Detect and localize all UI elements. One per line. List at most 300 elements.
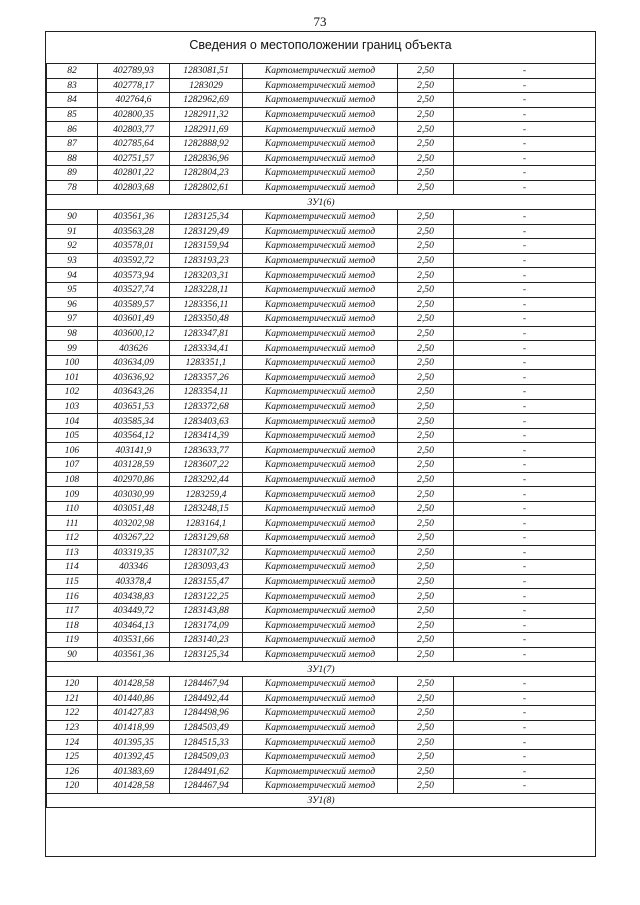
table-row [47,122,596,137]
table-row [47,136,596,151]
y-coordinate-cell: 1283347,81 [170,326,243,341]
description-cell: - [454,735,596,750]
point-number-cell: 82 [47,64,98,79]
table-row [47,676,596,691]
method-cell: Картометрический метод [243,428,398,443]
table-row [47,472,596,487]
table-row [47,268,596,283]
y-coordinate-cell: 1283354,11 [170,385,243,400]
description-cell: - [454,676,596,691]
description-cell: - [454,531,596,546]
method-cell: Картометрический метод [243,78,398,93]
point-number-cell: 116 [47,589,98,604]
x-coordinate-cell: 403128,59 [98,458,170,473]
description-cell: - [454,107,596,122]
x-coordinate-cell: 403585,34 [98,414,170,429]
table-row [47,428,596,443]
description-cell: - [454,691,596,706]
accuracy-cell: 2,50 [398,472,454,487]
point-number-cell: 97 [47,312,98,327]
method-cell: Картометрический метод [243,370,398,385]
x-coordinate-cell: 403449,72 [98,603,170,618]
method-cell: Картометрический метод [243,414,398,429]
accuracy-cell: 2,50 [398,399,454,414]
method-cell: Картометрический метод [243,355,398,370]
accuracy-cell: 2,50 [398,209,454,224]
table-row [47,341,596,356]
accuracy-cell: 2,50 [398,458,454,473]
point-number-cell: 125 [47,749,98,764]
method-cell: Картометрический метод [243,633,398,648]
accuracy-cell: 2,50 [398,633,454,648]
description-cell: - [454,297,596,312]
point-number-cell: 92 [47,239,98,254]
table-row [47,735,596,750]
x-coordinate-cell: 403589,57 [98,297,170,312]
point-number-cell: 78 [47,180,98,195]
method-cell: Картометрический метод [243,749,398,764]
description-cell: - [454,589,596,604]
method-cell: Картометрический метод [243,676,398,691]
y-coordinate-cell: 1284509,03 [170,749,243,764]
point-number-cell: 84 [47,93,98,108]
x-coordinate-cell: 401392,45 [98,749,170,764]
description-cell: - [454,122,596,137]
accuracy-cell: 2,50 [398,297,454,312]
x-coordinate-cell: 403578,01 [98,239,170,254]
table-row [47,78,596,93]
table-row [47,720,596,735]
description-cell: - [454,618,596,633]
y-coordinate-cell: 1283334,41 [170,341,243,356]
point-number-cell: 87 [47,136,98,151]
method-cell: Картометрический метод [243,589,398,604]
accuracy-cell: 2,50 [398,560,454,575]
accuracy-cell: 2,50 [398,268,454,283]
x-coordinate-cell: 402778,17 [98,78,170,93]
method-cell: Картометрический метод [243,443,398,458]
method-cell: Картометрический метод [243,93,398,108]
y-coordinate-cell: 1283155,47 [170,574,243,589]
point-number-cell: 85 [47,107,98,122]
y-coordinate-cell: 1282802,61 [170,180,243,195]
point-number-cell: 89 [47,166,98,181]
point-number-cell: 110 [47,501,98,516]
y-coordinate-cell: 1284498,96 [170,706,243,721]
table-row [47,691,596,706]
point-number-cell: 104 [47,414,98,429]
x-coordinate-cell: 403051,48 [98,501,170,516]
table-row [47,297,596,312]
method-cell: Картометрический метод [243,268,398,283]
point-number-cell: 118 [47,618,98,633]
table-row [47,385,596,400]
x-coordinate-cell: 403634,09 [98,355,170,370]
method-cell: Картометрический метод [243,574,398,589]
description-cell: - [454,136,596,151]
x-coordinate-cell: 402800,35 [98,107,170,122]
method-cell: Картометрический метод [243,136,398,151]
document-frame [45,31,596,857]
y-coordinate-cell: 1283372,68 [170,399,243,414]
accuracy-cell: 2,50 [398,355,454,370]
point-number-cell: 112 [47,531,98,546]
x-coordinate-cell: 403141,9 [98,443,170,458]
point-number-cell: 96 [47,297,98,312]
description-cell: - [454,414,596,429]
description-cell: - [454,253,596,268]
x-coordinate-cell: 402764,6 [98,93,170,108]
method-cell: Картометрический метод [243,691,398,706]
method-cell: Картометрический метод [243,501,398,516]
section-label: ЗУ1(7) [47,662,596,677]
description-cell: - [454,516,596,531]
accuracy-cell: 2,50 [398,282,454,297]
table-row [47,93,596,108]
point-number-cell: 95 [47,282,98,297]
y-coordinate-cell: 1283164,1 [170,516,243,531]
accuracy-cell: 2,50 [398,531,454,546]
table-row [47,458,596,473]
x-coordinate-cell: 403464,13 [98,618,170,633]
y-coordinate-cell: 1283292,44 [170,472,243,487]
accuracy-cell: 2,50 [398,166,454,181]
x-coordinate-cell: 403573,94 [98,268,170,283]
table-row [47,224,596,239]
point-number-cell: 109 [47,487,98,502]
y-coordinate-cell: 1282888,92 [170,136,243,151]
y-coordinate-cell: 1283140,23 [170,633,243,648]
accuracy-cell: 2,50 [398,312,454,327]
description-cell: - [454,574,596,589]
x-coordinate-cell: 402751,57 [98,151,170,166]
table-row [47,166,596,181]
method-cell: Картометрический метод [243,399,398,414]
description-cell: - [454,545,596,560]
description-cell: - [454,385,596,400]
accuracy-cell: 2,50 [398,224,454,239]
x-coordinate-cell: 402803,68 [98,180,170,195]
description-cell: - [454,749,596,764]
point-number-cell: 83 [47,78,98,93]
boundary-coordinates-table [46,63,596,808]
description-cell: - [454,399,596,414]
accuracy-cell: 2,50 [398,545,454,560]
x-coordinate-cell: 403563,28 [98,224,170,239]
y-coordinate-cell: 1283350,48 [170,312,243,327]
method-cell: Картометрический метод [243,647,398,662]
y-coordinate-cell: 1282911,32 [170,107,243,122]
method-cell: Картометрический метод [243,764,398,779]
x-coordinate-cell: 402970,86 [98,472,170,487]
accuracy-cell: 2,50 [398,414,454,429]
table-row [47,355,596,370]
table-row [47,209,596,224]
x-coordinate-cell: 403643,26 [98,385,170,400]
accuracy-cell: 2,50 [398,779,454,794]
y-coordinate-cell: 1283125,34 [170,647,243,662]
y-coordinate-cell: 1283356,11 [170,297,243,312]
table-row [47,282,596,297]
description-cell: - [454,93,596,108]
x-coordinate-cell: 403561,36 [98,209,170,224]
method-cell: Картометрический метод [243,297,398,312]
accuracy-cell: 2,50 [398,691,454,706]
table-row [47,64,596,79]
x-coordinate-cell: 403527,74 [98,282,170,297]
y-coordinate-cell: 1283143,88 [170,603,243,618]
method-cell: Картометрический метод [243,618,398,633]
x-coordinate-cell: 402801,22 [98,166,170,181]
y-coordinate-cell: 1282804,23 [170,166,243,181]
table-row [47,589,596,604]
x-coordinate-cell: 401427,83 [98,706,170,721]
point-number-cell: 114 [47,560,98,575]
point-number-cell: 88 [47,151,98,166]
table-row [47,399,596,414]
method-cell: Картометрический метод [243,720,398,735]
point-number-cell: 100 [47,355,98,370]
table-row [47,545,596,560]
x-coordinate-cell: 401428,58 [98,676,170,691]
point-number-cell: 86 [47,122,98,137]
y-coordinate-cell: 1283174,09 [170,618,243,633]
table-row [47,706,596,721]
x-coordinate-cell: 403346 [98,560,170,575]
y-coordinate-cell: 1282962,69 [170,93,243,108]
accuracy-cell: 2,50 [398,764,454,779]
point-number-cell: 113 [47,545,98,560]
x-coordinate-cell: 401395,35 [98,735,170,750]
point-number-cell: 122 [47,706,98,721]
table-row [47,516,596,531]
table-row [47,749,596,764]
description-cell: - [454,779,596,794]
point-number-cell: 90 [47,209,98,224]
point-number-cell: 94 [47,268,98,283]
accuracy-cell: 2,50 [398,487,454,502]
y-coordinate-cell: 1283159,94 [170,239,243,254]
point-number-cell: 90 [47,647,98,662]
y-coordinate-cell: 1283029 [170,78,243,93]
accuracy-cell: 2,50 [398,603,454,618]
y-coordinate-cell: 1283259,4 [170,487,243,502]
description-cell: - [454,603,596,618]
accuracy-cell: 2,50 [398,385,454,400]
x-coordinate-cell: 403600,12 [98,326,170,341]
table-row [47,107,596,122]
point-number-cell: 105 [47,428,98,443]
page-number: 73 [313,14,327,29]
table-row [47,574,596,589]
accuracy-cell: 2,50 [398,574,454,589]
table-row [47,501,596,516]
y-coordinate-cell: 1283081,51 [170,64,243,79]
description-cell: - [454,458,596,473]
point-number-cell: 121 [47,691,98,706]
x-coordinate-cell: 403202,98 [98,516,170,531]
table-row [47,531,596,546]
table-row [47,312,596,327]
y-coordinate-cell: 1282911,69 [170,122,243,137]
description-cell: - [454,560,596,575]
x-coordinate-cell: 403531,66 [98,633,170,648]
description-cell: - [454,370,596,385]
method-cell: Картометрический метод [243,779,398,794]
y-coordinate-cell: 1283633,77 [170,443,243,458]
method-cell: Картометрический метод [243,253,398,268]
description-cell: - [454,428,596,443]
table-row [47,487,596,502]
x-coordinate-cell: 401428,58 [98,779,170,794]
point-number-cell: 102 [47,385,98,400]
point-number-cell: 111 [47,516,98,531]
method-cell: Картометрический метод [243,516,398,531]
method-cell: Картометрический метод [243,166,398,181]
description-cell: - [454,209,596,224]
y-coordinate-cell: 1284467,94 [170,676,243,691]
method-cell: Картометрический метод [243,107,398,122]
method-cell: Картометрический метод [243,180,398,195]
x-coordinate-cell: 401440,86 [98,691,170,706]
description-cell: - [454,326,596,341]
accuracy-cell: 2,50 [398,239,454,254]
point-number-cell: 106 [47,443,98,458]
point-number-cell: 124 [47,735,98,750]
section-row [47,793,596,808]
point-number-cell: 107 [47,458,98,473]
accuracy-cell: 2,50 [398,589,454,604]
description-cell: - [454,764,596,779]
description-cell: - [454,268,596,283]
description-cell: - [454,78,596,93]
accuracy-cell: 2,50 [398,501,454,516]
point-number-cell: 120 [47,676,98,691]
point-number-cell: 93 [47,253,98,268]
accuracy-cell: 2,50 [398,107,454,122]
x-coordinate-cell: 403651,53 [98,399,170,414]
method-cell: Картометрический метод [243,603,398,618]
table-row [47,326,596,341]
y-coordinate-cell: 1283122,25 [170,589,243,604]
table-row [47,779,596,794]
section-label: ЗУ1(8) [47,793,596,808]
y-coordinate-cell: 1283107,32 [170,545,243,560]
point-number-cell: 101 [47,370,98,385]
method-cell: Картометрический метод [243,545,398,560]
table-row [47,414,596,429]
point-number-cell: 91 [47,224,98,239]
accuracy-cell: 2,50 [398,136,454,151]
method-cell: Картометрический метод [243,341,398,356]
accuracy-cell: 2,50 [398,735,454,750]
accuracy-cell: 2,50 [398,180,454,195]
point-number-cell: 98 [47,326,98,341]
method-cell: Картометрический метод [243,472,398,487]
accuracy-cell: 2,50 [398,326,454,341]
method-cell: Картометрический метод [243,487,398,502]
description-cell: - [454,706,596,721]
method-cell: Картометрический метод [243,706,398,721]
table-row [47,151,596,166]
y-coordinate-cell: 1283129,49 [170,224,243,239]
description-cell: - [454,151,596,166]
method-cell: Картометрический метод [243,224,398,239]
description-cell: - [454,355,596,370]
y-coordinate-cell: 1283357,26 [170,370,243,385]
accuracy-cell: 2,50 [398,151,454,166]
y-coordinate-cell: 1283193,23 [170,253,243,268]
description-cell: - [454,472,596,487]
accuracy-cell: 2,50 [398,370,454,385]
x-coordinate-cell: 403319,35 [98,545,170,560]
table-row [47,239,596,254]
point-number-cell: 123 [47,720,98,735]
section-row [47,195,596,210]
table-row [47,603,596,618]
y-coordinate-cell: 1283093,43 [170,560,243,575]
point-number-cell: 99 [47,341,98,356]
x-coordinate-cell: 403378,4 [98,574,170,589]
x-coordinate-cell: 402803,77 [98,122,170,137]
table-row [47,560,596,575]
y-coordinate-cell: 1283403,63 [170,414,243,429]
method-cell: Картометрический метод [243,560,398,575]
description-cell: - [454,443,596,458]
y-coordinate-cell: 1283607,22 [170,458,243,473]
y-coordinate-cell: 1284467,94 [170,779,243,794]
point-number-cell: 115 [47,574,98,589]
accuracy-cell: 2,50 [398,618,454,633]
method-cell: Картометрический метод [243,385,398,400]
y-coordinate-cell: 1284491,62 [170,764,243,779]
point-number-cell: 119 [47,633,98,648]
accuracy-cell: 2,50 [398,749,454,764]
method-cell: Картометрический метод [243,458,398,473]
method-cell: Картометрический метод [243,122,398,137]
method-cell: Картометрический метод [243,531,398,546]
x-coordinate-cell: 401383,69 [98,764,170,779]
description-cell: - [454,239,596,254]
section-row [47,662,596,677]
y-coordinate-cell: 1284515,33 [170,735,243,750]
accuracy-cell: 2,50 [398,93,454,108]
x-coordinate-cell: 402789,93 [98,64,170,79]
point-number-cell: 126 [47,764,98,779]
section-label: ЗУ1(6) [47,195,596,210]
document-title: Сведения о местоположении границ объекта [189,38,452,52]
y-coordinate-cell: 1284503,49 [170,720,243,735]
method-cell: Картометрический метод [243,151,398,166]
method-cell: Картометрический метод [243,239,398,254]
description-cell: - [454,180,596,195]
method-cell: Картометрический метод [243,282,398,297]
description-cell: - [454,633,596,648]
x-coordinate-cell: 403438,83 [98,589,170,604]
accuracy-cell: 2,50 [398,720,454,735]
table-row [47,253,596,268]
method-cell: Картометрический метод [243,326,398,341]
table-row [47,370,596,385]
description-cell: - [454,282,596,297]
accuracy-cell: 2,50 [398,647,454,662]
method-cell: Картометрический метод [243,735,398,750]
y-coordinate-cell: 1283203,31 [170,268,243,283]
y-coordinate-cell: 1283125,34 [170,209,243,224]
table-row [47,633,596,648]
accuracy-cell: 2,50 [398,122,454,137]
description-cell: - [454,166,596,181]
